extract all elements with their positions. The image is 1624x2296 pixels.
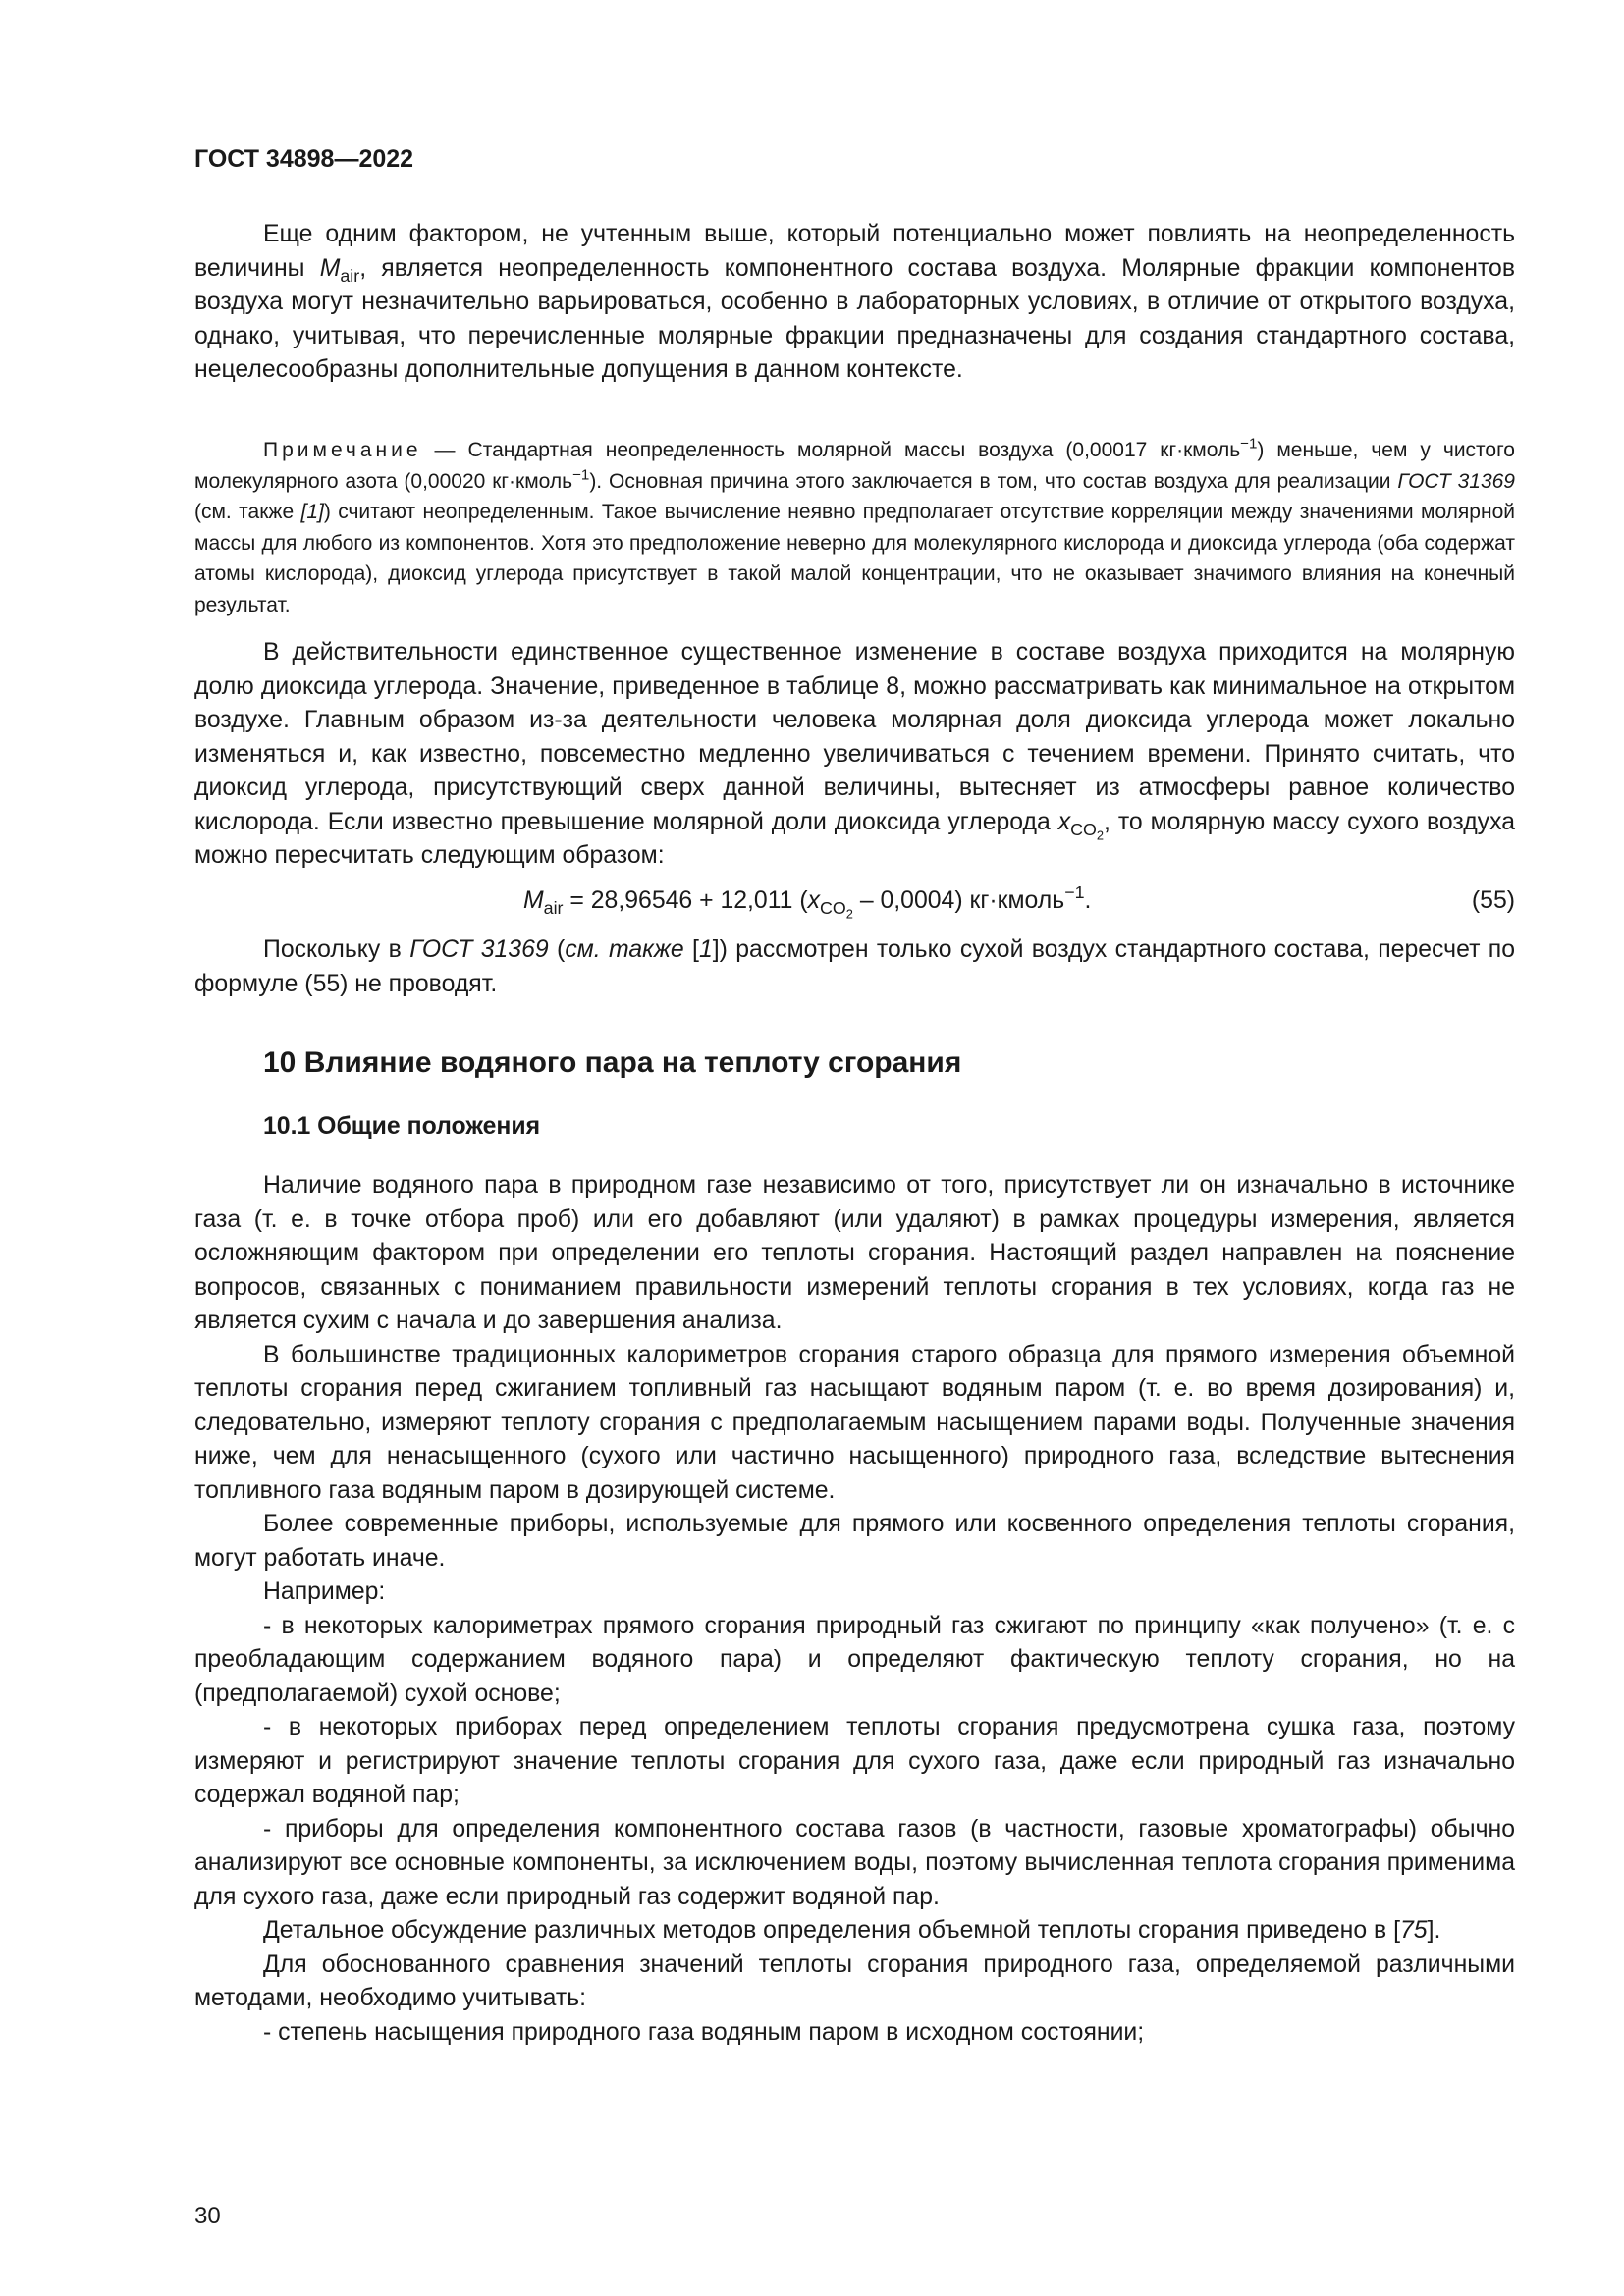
paragraph: В большинстве традиционных калориметров сгорания старого образца для прямого измерения объемной теплоты сгорания перед сжиганием топливный газ насыщают водяным паром (т. е. во время дозирования) и, следовательно, измеряют теплоту сгорания с предполагаемым насыщением парами воды. Полученные значения ниже, чем для ненасыщенного (сухого или частично насыщенного) природного газа, вследствие вытеснения топливного газа водяным паром в дозирующей системе. — [194, 1341, 1515, 1504]
paragraph: Еще одним фактором, не учтенным выше, который потенциально может повлиять на неопределенность величины $M_{air}$, является неопределенность компонентного состава воздуха. Молярные фракции компонентов воздуха могут незначительно варьироваться, особенно в лабораторных условиях, в отличие от открытого воздуха, однако, учитывая, что перечисленные молярные фракции предназначены для создания стандартного состава, нецелесообразны дополнительные допущения в данном контексте. — [194, 221, 1515, 383]
math-subscript: CO2 — [1070, 819, 1105, 843]
body-text-block — [194, 934, 1515, 1001]
paragraph: Для обоснованного сравнения значений теплоты сгорания природного газа, определяемой различными методами, необходимо учитывать: — [194, 1950, 1515, 2011]
section-heading: 10 Влияние водяного пара на теплоту сгорания — [263, 1046, 962, 1079]
paragraph: Наличие водяного пара в природном газе независимо от того, присутствует ли он изначально в источнике газа (т. е. в точке отбора проб) или его добавляют (или удаляют) в рамках процедуры измерения, является осложняющим фактором при определении его теплоты сгорания. Настоящий раздел направлен на пояснение вопросов, связанных с пониманием правильности измерений теплоты сгорания в тех условиях, когда газ не является сухим с начала и до завершения анализа. — [194, 1172, 1515, 1334]
math-variable: x — [1057, 808, 1071, 835]
body-text-block — [194, 218, 1515, 388]
bibliography-reference: 1 — [698, 936, 713, 963]
math-variable: M — [319, 254, 341, 282]
formula-55 — [194, 881, 1515, 921]
paragraph: Более современные приборы, используемые для прямого или косвенного определения теплоты сгорания, могут работать иначе. — [194, 1511, 1515, 1572]
list-item: - в некоторых калориметрах прямого сгорания природный газ сжигают по принципу «как получено» (т. е. с преобладающим содержанием водяного пара) и определяют фактическую теплоту сгорания, но на (предполагаемой) сухой основе; — [194, 1612, 1515, 1707]
paragraph: Поскольку в ГОСТ 31369 (см. также [1]) рассмотрен только сухой воздух стандартного состава, пересчет по формуле (55) не проводят. — [194, 936, 1515, 997]
page-number: 30 — [194, 2203, 221, 2229]
paragraph: В действительности единственное существенное изменение в составе воздуха приходится на молярную долю диоксида углерода. Значение, приведенное в таблице 8, можно рассматривать как минимальное на открытом воздухе. Главным образом из-за деятельности человека молярная доля диоксида углерода может локально изменяться и, как известно, повсеместно медленно увеличиваться с течением времени. Принято считать, что диоксид углерода, присутствующий сверх данной величины, вытесняет из атмосферы равное количество кислорода. Если известно превышение молярной доли диоксида углерода $x_{CO_2}$, то молярную массу сухого воздуха можно пересчитать следующим образом: — [194, 639, 1515, 869]
document-code: ГОСТ 34898—2022 — [194, 145, 414, 173]
paragraph: Например: — [263, 1578, 386, 1605]
paragraph: Детальное обсуждение различных методов определения объемной теплоты сгорания приведено в [75]. — [263, 1917, 1441, 1944]
note-label: Примечание — [263, 439, 422, 461]
body-text-block — [194, 1169, 1515, 2050]
bibliography-reference: 75 — [1399, 1917, 1428, 1944]
standard-reference: ГОСТ 31369 — [409, 936, 549, 963]
list-item: - степень насыщения природного газа водяным паром в исходном состоянии; — [263, 2018, 1145, 2046]
standard-reference: ГОСТ 31369 — [1397, 469, 1515, 493]
list-item: - в некоторых приборах перед определением теплоты сгорания предусмотрена сушка газа, поэтому измеряют и регистрируют значение теплоты сгорания для сухого газа, даже если природный газ изначально содержал водяной пар; — [194, 1714, 1515, 1808]
subsection-heading: 10.1 Общие положения — [263, 1113, 541, 1140]
formula-expression: $M_{air} = 28,96546 + 12,011$ $(x_{CO_2} - 0,0004)$ кг·кмоль$^{-1}$. — [523, 882, 1092, 922]
body-text-block — [194, 636, 1515, 874]
list-item: - приборы для определения компонентного состава газов (в частности, газовые хроматографы) обычно анализируют все основные компоненты, за исключением воды, поэтому вычисленная теплота сгорания применима для сухого газа, даже если природный газ содержит водяной пар. — [194, 1815, 1515, 1910]
formula-number: (55) — [1471, 887, 1515, 914]
note-paragraph: Примечание — Стандартная неопределенность молярной массы воздуха (0,00017 кг·кмоль$^{-1}$) меньше, чем у чистого молекулярного азота (0,00020 кг·кмоль$^{-1}$). Основная причина этого заключается в том, что состав воздуха для реализации ГОСТ 31369 (см. также [1]) считают неопределенным. Такое вычисление неявно предполагает отсутствие корреляции между значениями молярной массы для любого из компонентов. Хотя это предположение неверно для молекулярного кислорода и диоксида углерода (оба содержат атомы кислорода), диоксид углерода присутствует в такой малой концентрации, что не оказывает значимого влияния на конечный результат. — [194, 435, 1515, 616]
math-subscript: air — [340, 265, 360, 286]
bibliography-reference: [1] — [300, 501, 324, 523]
